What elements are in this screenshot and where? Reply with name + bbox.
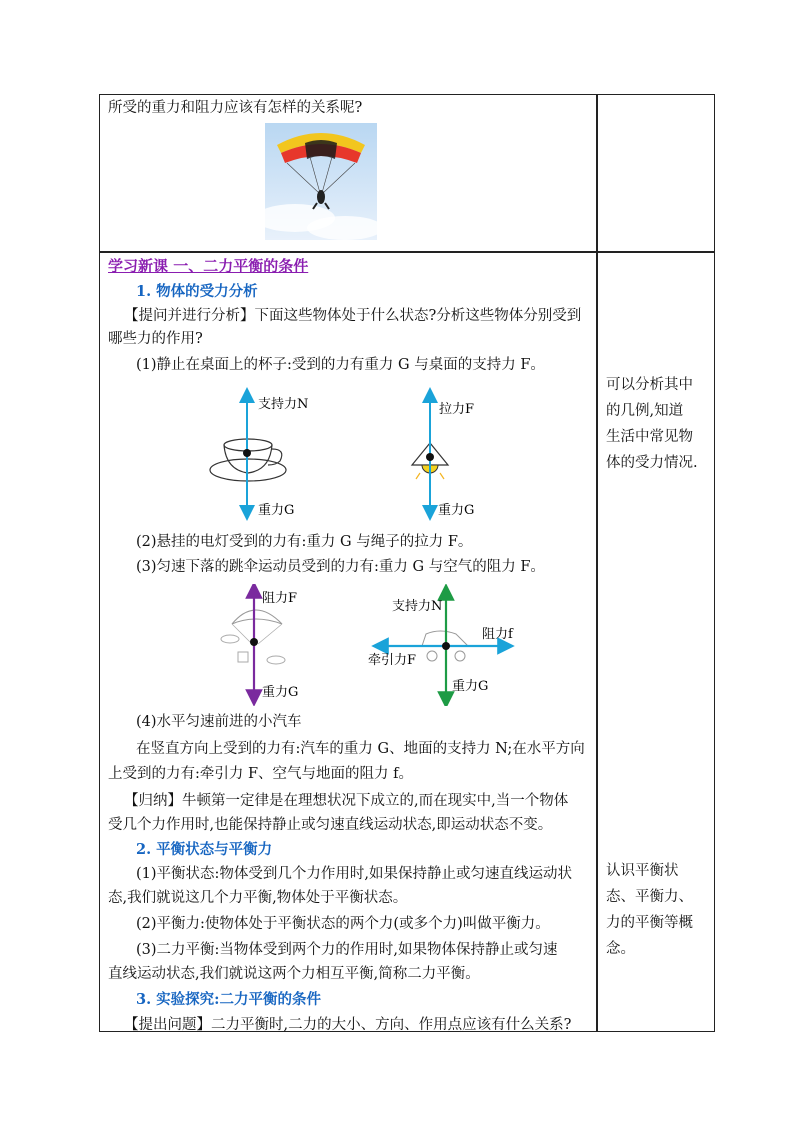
label-traction-F: 牵引力F xyxy=(368,653,417,668)
row-divider xyxy=(99,251,715,253)
paragraph-car-forces-line2: 上受到的力有:牵引力 F、空气与地面的阻力 f。 xyxy=(108,766,414,782)
side-note-line: 的几例,知道 xyxy=(606,403,684,419)
paragraph-balance1-line1: (1)平衡状态:物体受到几个力作用时,如果保持静止或匀速直线运动状 xyxy=(136,866,573,882)
paragraph-balance1-line2: 态,我们就说这几个力平衡,物体处于平衡状态。 xyxy=(108,890,408,906)
label-drag-F: 阻力F xyxy=(262,591,298,606)
label-gravity-G-car: 重力G xyxy=(452,679,489,694)
subheading-experiment: 3. 实验探究:二力平衡的条件 xyxy=(136,991,322,1008)
paragraph-car: (4)水平匀速前进的小汽车 xyxy=(136,714,302,730)
figure-parachute-car xyxy=(210,584,520,706)
paragraph-summary-line2: 受几个力作用时,也能保持静止或匀速直线运动状态,即运动状态不变。 xyxy=(108,817,553,833)
label-gravity-G-para: 重力G xyxy=(262,685,299,700)
paragraph-parachute: (3)匀速下落的跳伞运动员受到的力有:重力 G 与空气的阻力 F。 xyxy=(136,559,545,575)
label-support-N: 支持力N xyxy=(258,397,309,412)
label-gravity-G-lamp: 重力G xyxy=(438,503,475,518)
side-note-line: 念。 xyxy=(606,941,635,957)
label-gravity-G: 重力G xyxy=(258,503,295,518)
paragraph-balance2: (2)平衡力:使物体处于平衡状态的两个力(或多个力)叫做平衡力。 xyxy=(136,916,550,932)
paragraph-summary-line1: 【归纳】牛顿第一定律是在理想状况下成立的,而在现实中,当一个物体 xyxy=(124,793,569,809)
paragraph-balance3-line1: (3)二力平衡:当物体受到两个力的作用时,如果物体保持静止或匀速 xyxy=(136,942,558,958)
side-note-line: 力的平衡等概 xyxy=(606,915,693,931)
paragraph-car-forces-line1: 在竖直方向上受到的力有:汽车的重力 G、地面的支持力 N;在水平方向 xyxy=(136,741,585,757)
side-note-line: 态、平衡力、 xyxy=(606,889,693,905)
paragraph-lamp: (2)悬挂的电灯受到的力有:重力 G 与绳子的拉力 F。 xyxy=(136,534,473,550)
label-tension-F: 拉力F xyxy=(439,402,475,417)
paragraph-cup: (1)静止在桌面上的杯子:受到的力有重力 G 与桌面的支持力 F。 xyxy=(136,357,545,373)
label-support-N-car: 支持力N xyxy=(392,599,443,614)
question-text: 所受的重力和阻力应该有怎样的关系呢? xyxy=(108,100,363,116)
side-note-equilibrium xyxy=(606,858,693,962)
column-divider xyxy=(596,94,598,1032)
paragraph-question: 【提出问题】二力平衡时,二力的大小、方向、作用点应该有什么关系? xyxy=(124,1017,572,1033)
subheading-equilibrium: 2. 平衡状态与平衡力 xyxy=(136,841,273,858)
side-note-line: 生活中常见物 xyxy=(606,429,693,445)
paragraph-balance3-line2: 直线运动状态,我们就说这两个力相互平衡,简称二力平衡。 xyxy=(108,966,480,982)
side-note-line: 体的受力情况. xyxy=(606,455,698,471)
figure-cup-lamp xyxy=(200,385,500,525)
paragraph-ask-line2: 哪些力的作用? xyxy=(108,331,203,347)
parachute-photo xyxy=(265,123,377,240)
label-resist-f: 阻力f xyxy=(482,627,513,642)
side-note-line: 可以分析其中 xyxy=(606,377,693,393)
side-note-line: 认识平衡状 xyxy=(606,863,679,879)
section-heading: 学习新课 一、二力平衡的条件 xyxy=(108,257,309,275)
side-note-analysis xyxy=(606,372,698,476)
paragraph-ask-line1: 【提问并进行分析】下面这些物体处于什么状态?分析这些物体分别受到 xyxy=(124,308,582,324)
subheading-force-analysis: 1. 物体的受力分析 xyxy=(136,283,258,300)
